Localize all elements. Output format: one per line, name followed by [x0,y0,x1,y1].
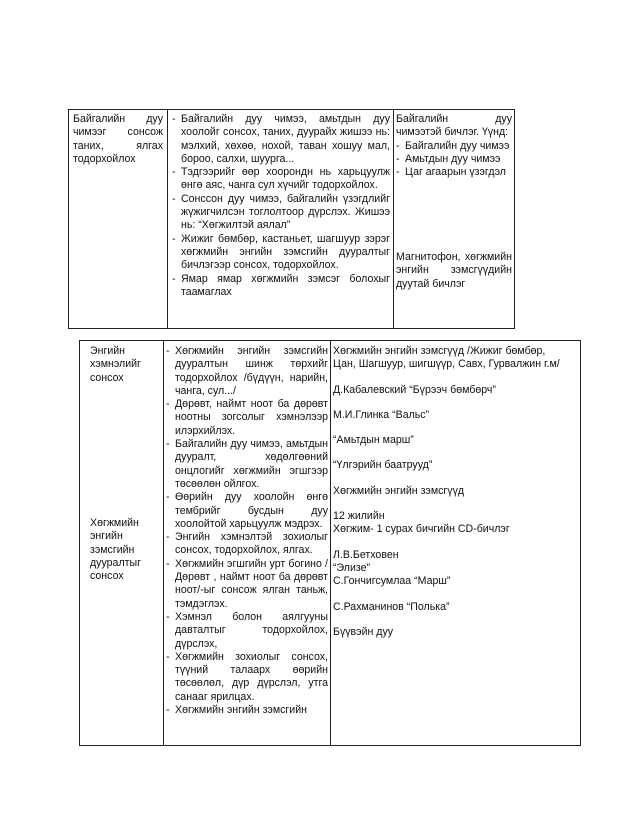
resources-list [396,140,512,180]
resource-line: Хөгжмийн энгийн зэмсгүүд [333,484,465,497]
list-item: - Хөгжмийн энгийн зэмсгийн [166,704,328,717]
resource-line: Цан, Шагшуур, шигшүүр, Савх, Гурвалжин г.м/ [333,358,560,371]
list-item: - Хөгжмийн эгшгийн урт богино /Дөрөвт , наймт ноот ба дөрөвт ноот/-ыг сонсож ялган таньж, тэмдэглэх. [166,558,328,611]
list-item: - Амьтдын дуу чимээ [396,153,512,166]
topic-cell: Хөгжмийн энгийн зэмсгийн дууралтыг сонсох [90,517,141,583]
list-item: - Байгалийн дуу чимээ [396,140,512,153]
table-1 [68,109,515,329]
table-2-col-2 [164,341,331,745]
list-item: - Цаг агаарын үзэгдэл [396,166,512,179]
list-item: - Хөгжмийн энгийн зэмсгийн дууралтын шинж төрхийг тодорхойлох /бүдүүн, нарийн, чанга, сул.../ [166,345,328,398]
list-item: - Хөгжмийн зохиолыг сонсох, түүний талаарх өөрийн төсөөлөл, дүр дүрслэл, утга санааг ярилцах. [166,651,328,704]
resource-line: С.Гончигсумлаа “Марш” [333,575,451,588]
topic-cell: Энгийн хэмнэлийг сонсох [90,345,141,384]
table-1-col-2 [168,110,394,328]
resource-line: М.И.Глинка “Вальс” [333,408,430,421]
resources-intro: Байгалийн дуу чимээтэй бичлэг. Үүнд: [396,113,512,139]
list-item: - Тэдгээрийг өөр хоорондн нь харьцуулж өнгө аяс, чанга сул хүчийг тодорхойлох. [172,166,390,193]
resource-line: С.Рахманинов “Полька” [333,600,450,613]
activity-list [172,113,390,299]
list-item: - Өөрийн дуу хоолойн өнгө тембрийг бусдын дуу хоолойтой харьцуулж мэдрэх. [166,491,328,531]
topic-cell: Байгалийн дуу чимээг сонсож таних, ялгах тодорхойлох [73,113,163,165]
resource-line: “Үлгэрийн баатрууд” [333,459,433,472]
list-item: - Хэмнэл болон аялгууны давталтыг тодорхойлох, дүрслэх, [166,611,328,651]
table-2-col-1 [80,341,164,745]
resource-line: 12 жилийн [333,510,385,523]
resources-bottom: Магнитофон, хөгжмийн энгийн зэмсгүүдийн дуутай бичлэг [396,251,512,290]
list-item: - Жижиг бөмбөр, кастаньет, шагшуур зэрэг хөгжмийн энгийн зэмсгийн дууралтыг бичлэгээр сонсох, тодорхойлох. [172,233,390,273]
resource-line: Д.Кабалевский “Бүрээч бөмбөрч” [333,383,496,396]
list-item: - Энгийн хэмнэлтэй зохиолыг сонсох, тодорхойлох, ялгах. [166,531,328,558]
table-1-col-1 [69,110,168,328]
list-item: - Дөрөвт, наймт ноот ба дөрөвт ноотны зогсолыг хэмнэлээр илэрхийлэх. [166,398,328,438]
resource-line: Бүүвэйн дуу [333,625,394,638]
resource-line: Хөгжмийн энгийн зэмсгүүд /Жижиг бөмбөр, [333,345,546,357]
list-item: - Ямар ямар хөгжмийн зэмсэг болохыг таамаглах [172,273,390,300]
resource-line: Л.В.Бетховен [333,548,399,561]
resource-line: “Элизе” [333,561,371,574]
list-item: - Байгалийн дуу чимээ, амьтдын дууралт, хөдөлгөөний онцлогийг хөгжмийн эгшгээр төсөөлөн ойлгох. [166,438,328,491]
list-item: - Сонссон дуу чимээ, байгалийн үзэгдлийг жүжигчилсэн тоглолтоор дүрслэх. Жишээ нь: “Хөгжилтэй аялал” [172,193,390,233]
activity-list [166,345,328,717]
table-1-col-3 [394,110,516,328]
table-2 [79,340,581,746]
list-item: - Байгалийн дуу чимээ, амьтдын дуу хоолойг сонсох, таних, дуурайх жишээ нь: мэлхий, хөхөө, нохой, таван хошуу мал, бороо, салхи, шуурга... [172,113,390,166]
resource-line: “Амьтдын марш” [333,434,414,447]
resource-line: Хөгжим- 1 сурах бичгийн CD-бичлэг [333,523,510,536]
table-2-col-3 [331,341,582,745]
